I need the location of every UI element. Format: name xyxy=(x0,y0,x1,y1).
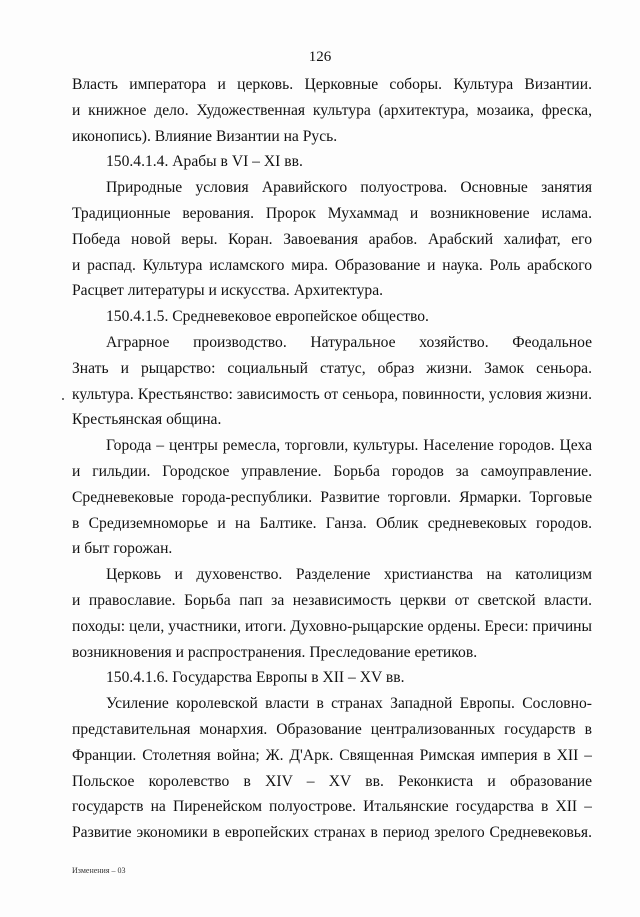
text-line: и быт горожан. xyxy=(72,540,173,558)
text-line: и распад. Культура исламского мира. Образование и наука. Роль арабского xyxy=(72,256,592,274)
text-line: возникновения и распространения. Преследование еретиков. xyxy=(72,643,478,661)
text-line: Развитие экономики в европейских странах в период зрелого Средневековья. xyxy=(72,824,592,842)
text-line: Церковь и духовенство. Разделение христианства на католицизм xyxy=(106,566,592,584)
text-line: культура. Крестьянство: зависимость от сеньора, повинности, условия жизни. xyxy=(72,385,592,403)
text-line: Власть императора и церковь. Церковные соборы. Культура Византии. xyxy=(72,76,592,93)
text-line: 150.4.1.6. Государства Европы в XII – XV вв. xyxy=(106,669,405,687)
text-line: иконопись). Влияние Византии на Русь. xyxy=(72,127,338,145)
footer-note: Изменения – 03 xyxy=(72,866,126,875)
text-line: Города – центры ремесла, торговли, культуры. Население городов. Цеха xyxy=(106,437,592,455)
text-line: Аграрное производство. Натуральное хозяйство. Феодальное xyxy=(106,333,592,351)
text-line: Крестьянская община. xyxy=(72,411,222,429)
text-line: Польское королевство в XIV – XV вв. Реконкиста и образование xyxy=(72,772,592,790)
text-line: Традиционные верования. Пророк Мухаммад и возникновение ислама. xyxy=(72,204,592,222)
text-line: Природные условия Аравийского полуострова. Основные занятия xyxy=(106,179,592,197)
scan-speck xyxy=(62,398,64,400)
text-line: 150.4.1.5. Средневековое европейское общество. xyxy=(106,308,429,326)
text-line: государств на Пиренейском полуострове. Итальянские государства в XII – xyxy=(72,798,592,816)
text-line: Победа новой веры. Коран. Завоевания арабов. Арабский халифат, его xyxy=(72,230,592,248)
page-number: 126 xyxy=(308,49,332,65)
text-line: Франции. Столетняя война; Ж. Д'Арк. Священная Римская империя в XII – xyxy=(72,746,592,764)
text-line: Знать и рыцарство: социальный статус, образ жизни. Замок сеньора. xyxy=(72,359,592,377)
text-line: Усиление королевской власти в странах Западной Европы. Сословно- xyxy=(106,695,592,713)
text-line: Расцвет литературы и искусства. Архитектура. xyxy=(72,282,384,300)
text-line: и книжное дело. Художественная культура (архитектура, мозаика, фреска, xyxy=(72,101,592,119)
text-line: и гильдии. Городское управление. Борьба городов за самоуправление. xyxy=(72,462,592,480)
text-line: в Средиземноморье и на Балтике. Ганза. Облик средневековых городов. xyxy=(72,514,592,532)
body-text xyxy=(72,72,592,846)
text-line: и православие. Борьба пап за независимость церкви от светской власти. xyxy=(72,591,592,609)
text-line: 150.4.1.4. Арабы в VI – XI вв. xyxy=(106,153,303,171)
text-line: походы: цели, участники, итоги. Духовно-рыцарские ордены. Ереси: причины xyxy=(72,617,592,635)
text-line: Средневековые города-республики. Развитие торговли. Ярмарки. Торговые xyxy=(72,488,592,506)
text-line: представительная монархия. Образование централизованных государств в xyxy=(72,720,592,738)
